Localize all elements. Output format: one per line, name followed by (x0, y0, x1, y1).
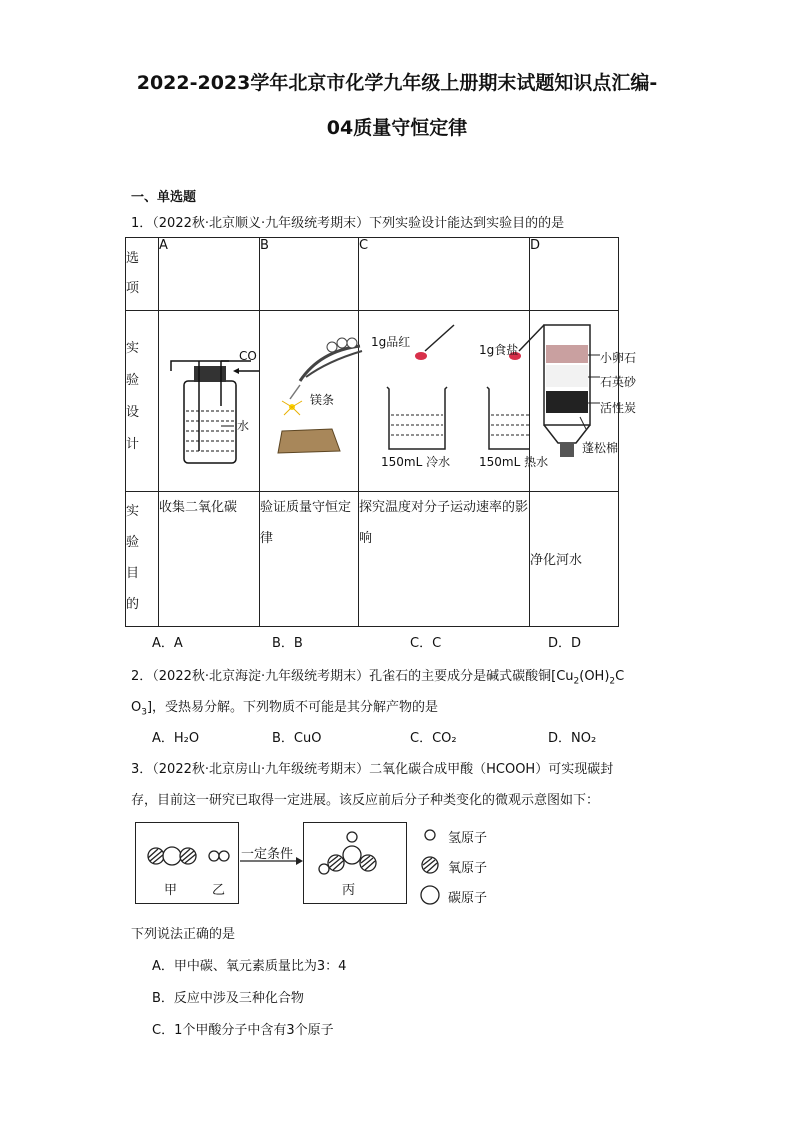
label-yi: 乙 (212, 883, 226, 898)
legend-icons (418, 824, 446, 908)
header-option-cell (126, 238, 159, 311)
row-design-label: 实验设计 (126, 341, 140, 452)
gas-washing-bottle-figure (159, 311, 259, 487)
q2-option-d[interactable]: D．NO₂ (548, 731, 597, 746)
legend-hydrogen: 氢原子 (448, 831, 488, 846)
design-a-cell (159, 311, 260, 492)
question-1-stem: 1．（2022秋·北京顺义·九年级统考期末）下列实验设计能达到实验目的的是 (131, 216, 565, 231)
q2-option-c[interactable]: C．CO₂ (410, 731, 457, 746)
label-hot-water: 150mL 热水 (479, 455, 549, 469)
question-2-stem-line1: 2．（2022秋·北京海淀·九年级统考期末）孔雀石的主要成分是碱式碳酸铜[$Cu_2(OH)_2C$ (131, 669, 625, 687)
q2-option-b[interactable]: B．CuO (272, 731, 322, 746)
question-3-prompt: 下列说法正确的是 (131, 927, 236, 942)
q2-text-part1: 2．（2022秋·北京海淀·九年级统考期末）孔雀石的主要成分是碱式碳酸铜[Cu (131, 669, 574, 684)
row-purpose-label: 实验目的 (126, 504, 140, 612)
label-bing: 丙 (342, 883, 356, 898)
q2-text-part5: ]，受热易分解。下列物质不可能是其分解产物的是 (146, 700, 439, 715)
legend-carbon: 碳原子 (448, 891, 488, 906)
q2-text-part2: (OH) (579, 669, 610, 684)
label-water: 水 (237, 419, 250, 433)
purpose-c: 探究温度对分子运动速率的影响 (359, 492, 530, 627)
q2-text-part4: O (131, 700, 142, 715)
question-1-table (125, 237, 637, 627)
reaction-arrow-icon (238, 856, 304, 866)
document-title-line1: 2022-2023学年北京市化学九年级上册期末试题知识点汇编- (136, 72, 658, 94)
q2-text-part3: C (615, 669, 625, 684)
label-pinkdye: 1g品红 (371, 335, 411, 349)
q1-option-d[interactable]: D．D (548, 636, 582, 651)
reactants-box (135, 822, 239, 904)
label-cotton: 蓬松棉 (582, 441, 619, 455)
q2-option-a[interactable]: A．H₂O (152, 731, 200, 746)
purpose-b: 验证质量守恒定律 (260, 492, 359, 627)
q1-option-a[interactable]: A．A (152, 636, 183, 651)
header-d: D (530, 238, 619, 311)
q1-option-c[interactable]: C．C (410, 636, 442, 651)
document-title-line2: 04质量守恒定律 (326, 117, 468, 139)
carbon-atom-icon (421, 886, 439, 904)
header-b: B (260, 238, 359, 311)
q3-choice-a[interactable]: A．甲中碳、氧元素质量比为3：4 (152, 959, 347, 974)
hydrogen-atom-icon (425, 830, 435, 840)
label-activated-carbon: 活性炭 (600, 401, 637, 415)
design-d-cell (530, 311, 637, 492)
header-c: C (359, 238, 530, 311)
purpose-d: 净化河水 (530, 492, 619, 627)
label-co: CO (239, 349, 257, 363)
product-box (303, 822, 407, 904)
design-c-cell (359, 311, 549, 492)
q3-choice-c[interactable]: C．1个甲酸分子中含有3个原子 (152, 1023, 334, 1038)
header-a: A (159, 238, 260, 311)
q1-option-b[interactable]: B．B (272, 636, 303, 651)
label-jia: 甲 (164, 883, 178, 898)
row-design-label-cell (126, 311, 159, 492)
row-purpose-label-cell (126, 492, 159, 627)
q3-choice-b[interactable]: B．反应中涉及三种化合物 (152, 991, 304, 1006)
purpose-a: 收集二氧化碳 (159, 492, 260, 627)
arrow-condition-label: 一定条件 (241, 847, 294, 862)
design-b-cell (260, 311, 359, 492)
legend-oxygen: 氧原子 (448, 861, 488, 876)
label-salt: 1g食盐 (479, 343, 519, 357)
question-2-stem-line2: $O_3$]，受热易分解。下列物质不可能是其分解产物的是 (131, 700, 439, 718)
header-option-label: 选项 (126, 251, 140, 296)
burning-magnesium-figure (260, 311, 356, 487)
label-magnesium: 镁条 (310, 393, 335, 407)
label-pebbles: 小卵石 (600, 351, 637, 365)
label-cold-water: 150mL 冷水 (381, 455, 451, 469)
question-3-stem-line1: 3．（2022秋·北京房山·九年级统考期末）二氧化碳合成甲酸（HCOOH）可实现碳封 (131, 762, 614, 777)
question-3-stem-line2: 存，目前这一研究已取得一定进展。该反应前后分子种类变化的微观示意图如下： (131, 793, 600, 808)
label-quartz-sand: 石英砂 (600, 375, 637, 389)
section-heading: 一、单选题 (131, 190, 197, 205)
